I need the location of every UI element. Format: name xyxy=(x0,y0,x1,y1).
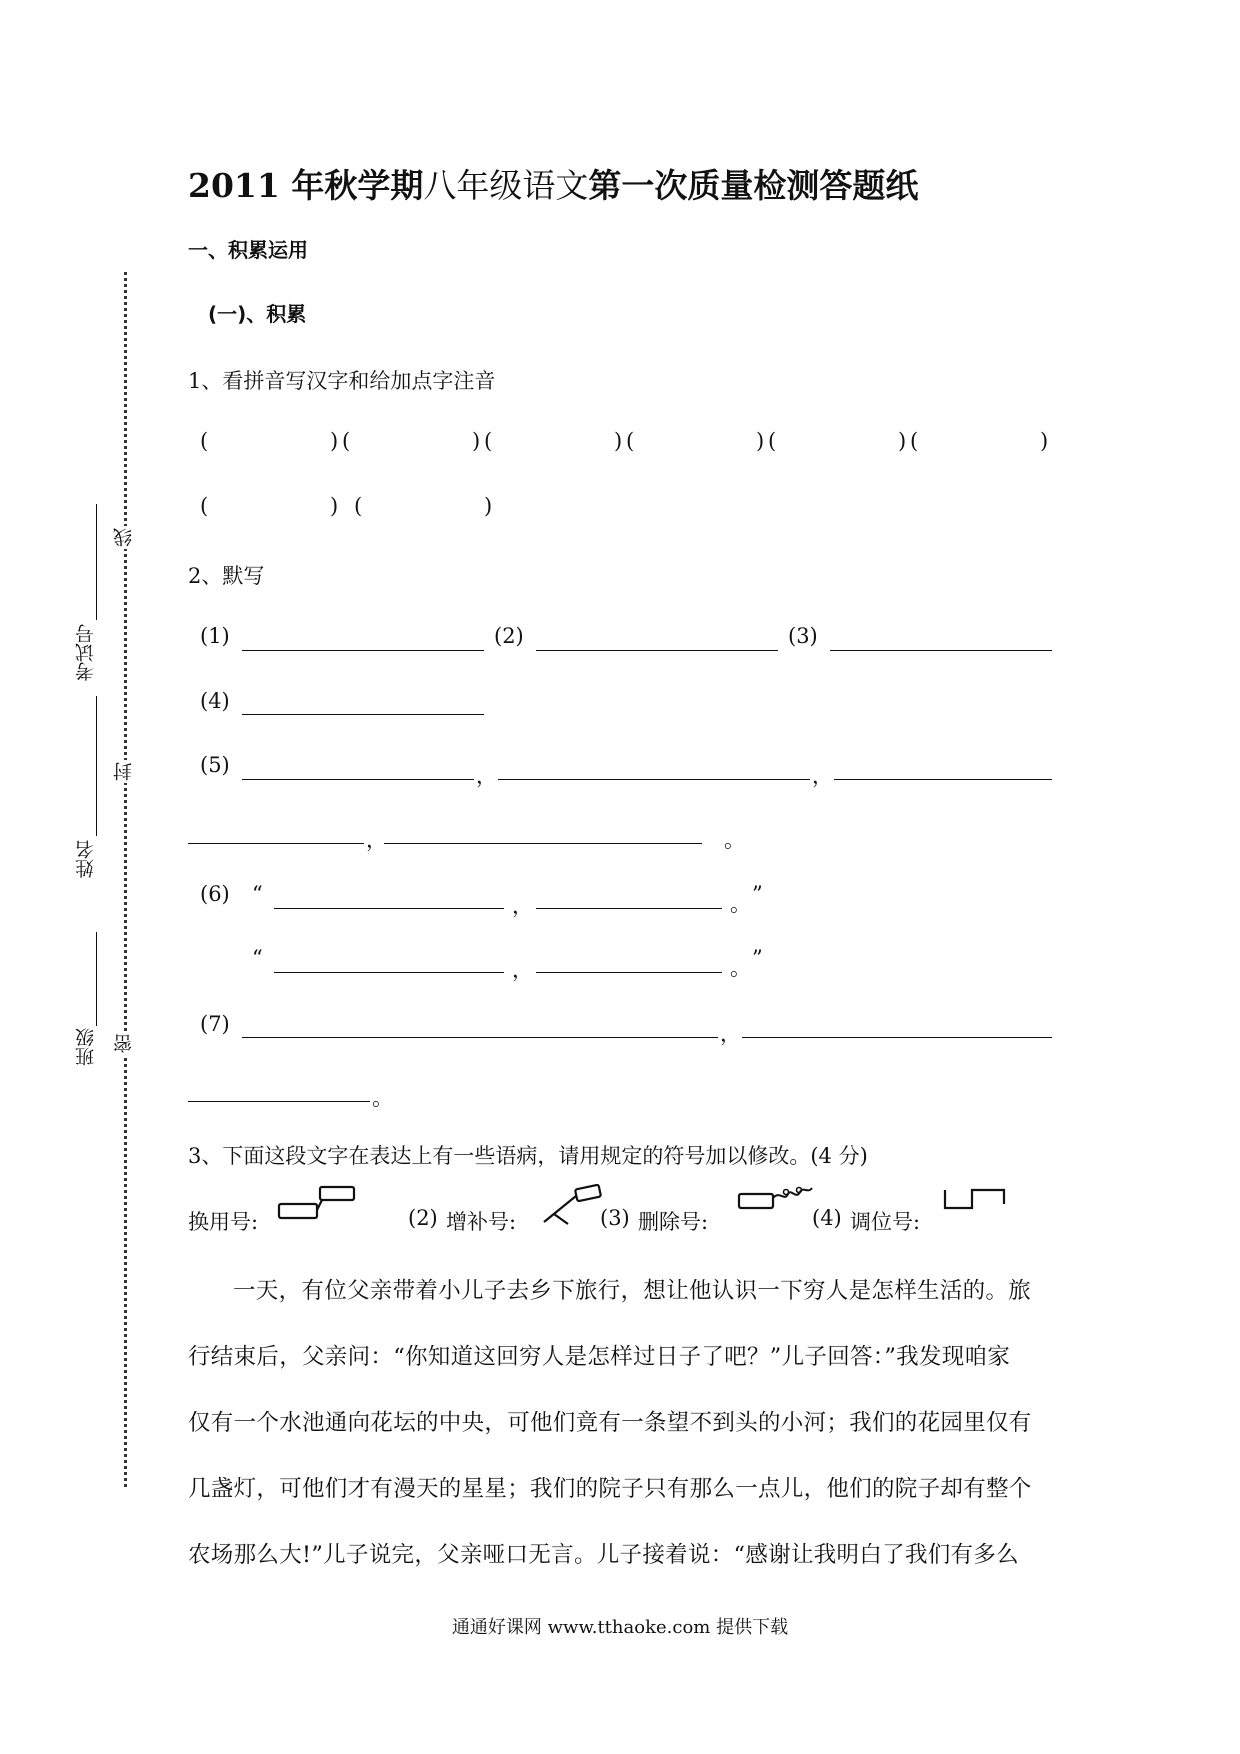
answer-line xyxy=(188,1101,370,1102)
paren-close: ) xyxy=(330,429,339,453)
passage-paragraph xyxy=(188,1258,1058,1588)
item-number: (1) xyxy=(200,624,230,648)
answer-line xyxy=(242,1037,718,1038)
label-seal-xian: 线 xyxy=(110,526,137,549)
item-number: (6) xyxy=(200,882,230,906)
comma: ， xyxy=(512,958,533,982)
period: 。 xyxy=(372,1086,393,1110)
paren-open: ( xyxy=(200,429,209,453)
passage-line: 仅有一个水池通向花坛的中央，可他们竟有一条望不到头的小河；我们的花园里仅有 xyxy=(188,1410,1032,1436)
passage-line: 几盏灯，可他们才有漫天的星星；我们的院子只有那么一点儿，他们的院子却有整个 xyxy=(188,1476,1032,1502)
passage-line: 农场那么大!”儿子说完，父亲哑口无言。儿子接着说：“感谢让我明白了我们有多么 xyxy=(188,1542,1019,1568)
symbol-label-insert: 增补号: xyxy=(446,1210,517,1234)
answer-line xyxy=(188,843,364,844)
answer-line xyxy=(384,843,702,844)
comma: ， xyxy=(366,828,387,852)
binding-dotted-line xyxy=(124,272,127,1487)
question-1: 1、看拼音写汉字和给加点字注音 xyxy=(188,369,496,393)
page-title xyxy=(188,160,918,207)
comma: ， xyxy=(512,894,533,918)
passage-line: 一天，有位父亲带着小儿子去乡下旅行，想让他认识一下穷人是怎样生活的。旅 xyxy=(233,1278,1032,1304)
paren-close: ) xyxy=(472,429,481,453)
paren-close: ) xyxy=(756,429,765,453)
label-name: 姓名 xyxy=(75,840,97,878)
comma: ， xyxy=(720,1022,741,1046)
answer-line xyxy=(242,779,474,780)
comma: ， xyxy=(476,764,497,788)
delete-mark-icon xyxy=(736,1180,816,1214)
paren-open: ( xyxy=(910,429,919,453)
label-seal-feng: 封 xyxy=(110,760,137,783)
item-number: (4) xyxy=(200,689,230,713)
paren-close: ) xyxy=(614,429,623,453)
paren-open: ( xyxy=(768,429,777,453)
close-quote: ” xyxy=(752,946,763,970)
title-part2: 八年级语文 xyxy=(423,166,589,205)
label-seal-mi: 密 xyxy=(110,1032,137,1055)
question-3: 3、下面这段文字在表达上有一些语病，请用规定的符号加以修改。(4 分) xyxy=(188,1144,868,1168)
open-quote: “ xyxy=(252,946,263,970)
footer-credit: 通通好课网 www.tthaoke.com 提供下载 xyxy=(451,1617,789,1638)
answer-line xyxy=(242,714,484,715)
period: 。 xyxy=(730,956,751,980)
item-number: (3) xyxy=(788,624,818,648)
paren-close: ) xyxy=(330,494,339,518)
answer-line xyxy=(536,972,722,973)
label-exam-number: 考试号 xyxy=(75,624,97,681)
section-heading: 一、积累运用 xyxy=(188,238,308,262)
paren-close: ) xyxy=(898,429,907,453)
paren-open: ( xyxy=(342,429,351,453)
symbol-label-transpose: 调位号: xyxy=(850,1210,921,1234)
exam-number-fill-line xyxy=(96,504,97,620)
answer-line xyxy=(242,650,484,651)
paren-close: ) xyxy=(1040,429,1049,453)
answer-line xyxy=(274,908,504,909)
item-number: (5) xyxy=(200,753,230,777)
title-part3: 第一次质量检测答题纸 xyxy=(588,166,919,205)
symbol-number: (3) xyxy=(600,1206,630,1230)
paren-open: ( xyxy=(354,494,363,518)
item-number: (2) xyxy=(494,624,524,648)
answer-line xyxy=(834,779,1052,780)
subsection-heading: (一)、积累 xyxy=(208,302,307,326)
question-2: 2、默写 xyxy=(188,564,265,588)
title-part1: 2011 年秋学期 xyxy=(188,166,424,205)
answer-line xyxy=(536,908,722,909)
name-fill-line xyxy=(96,696,97,836)
insert-mark-icon xyxy=(538,1184,608,1228)
answer-line xyxy=(830,650,1052,651)
period: 。 xyxy=(724,828,745,852)
item-number: (7) xyxy=(200,1012,230,1036)
transpose-mark-icon xyxy=(942,1184,1008,1216)
symbol-label-replace: 换用号: xyxy=(188,1210,259,1234)
open-quote: “ xyxy=(252,882,263,906)
paren-open: ( xyxy=(200,494,209,518)
passage-line: 行结束后，父亲问：“你知道这回穷人是怎样过日子了吧？”儿子回答：”我发现咱家 xyxy=(188,1344,1011,1370)
symbol-label-delete: 删除号: xyxy=(638,1210,709,1234)
symbol-number: (2) xyxy=(408,1206,438,1230)
close-quote: ” xyxy=(752,882,763,906)
label-class: 班级 xyxy=(75,1028,97,1066)
answer-line xyxy=(274,972,504,973)
comma: ， xyxy=(812,764,833,788)
answer-line xyxy=(498,779,810,780)
answer-line xyxy=(742,1037,1052,1038)
paren-close: ) xyxy=(484,494,493,518)
answer-line xyxy=(536,650,778,651)
paren-open: ( xyxy=(626,429,635,453)
symbol-number: (4) xyxy=(812,1206,842,1230)
class-fill-line xyxy=(96,932,97,1026)
paren-open: ( xyxy=(484,429,493,453)
replace-mark-icon xyxy=(276,1184,360,1226)
period: 。 xyxy=(730,892,751,916)
